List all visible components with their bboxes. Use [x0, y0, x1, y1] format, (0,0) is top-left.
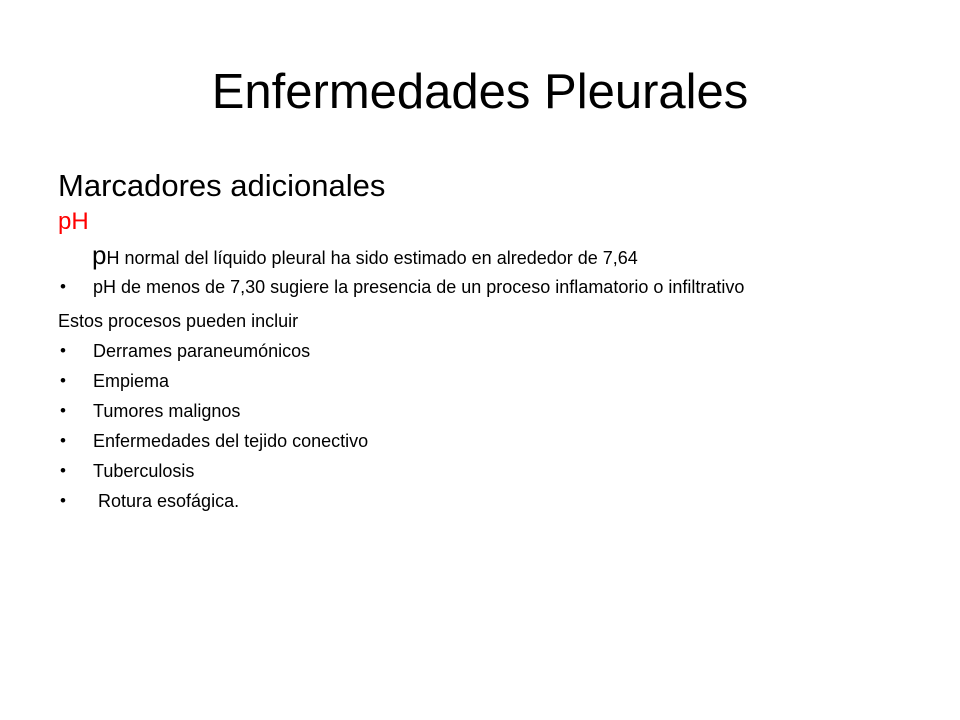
list-item [58, 461, 918, 481]
list-item-text: pH de menos de 7,30 sugiere la presencia de un proceso inflamatorio o infiltrativo [93, 277, 745, 297]
list-item-text: Enfermedades del tejido conectivo [93, 431, 369, 451]
processes-list [58, 341, 918, 511]
list-item-text: Tumores malignos [93, 401, 241, 421]
subheading: Marcadores adicionales [58, 168, 386, 203]
list-item-text: Empiema [93, 371, 170, 391]
bullet-icon: • [60, 491, 66, 510]
bullet-icon: • [60, 461, 66, 480]
list-item [58, 431, 918, 451]
slide-title: Enfermedades Pleurales [211, 65, 749, 119]
ph-normal-rest: H normal del líquido pleural ha sido estimado en alrededor de 7,64 [106, 248, 638, 268]
ph-label: pH [58, 208, 89, 235]
list-item [58, 491, 918, 511]
bullet-icon: • [60, 277, 66, 296]
slide-body [58, 166, 918, 521]
list-item [58, 341, 918, 361]
list-item-text: Rotura esofágica. [93, 491, 240, 511]
list-item [58, 401, 918, 421]
ph-normal-first-letter: p [92, 240, 107, 270]
bullet-icon: • [60, 431, 66, 450]
list-item-text: Tuberculosis [93, 461, 195, 481]
processes-intro: Estos procesos pueden incluir [58, 311, 299, 331]
bullet-icon: • [60, 401, 66, 420]
list-item-text: Derrames paraneumónicos [93, 341, 311, 361]
list-item [58, 277, 918, 297]
list-item [58, 371, 918, 391]
ph-normal-line [58, 238, 918, 275]
bullet-icon: • [60, 371, 66, 390]
bullet-icon: • [60, 341, 66, 360]
ph-bullet-list [58, 277, 918, 297]
